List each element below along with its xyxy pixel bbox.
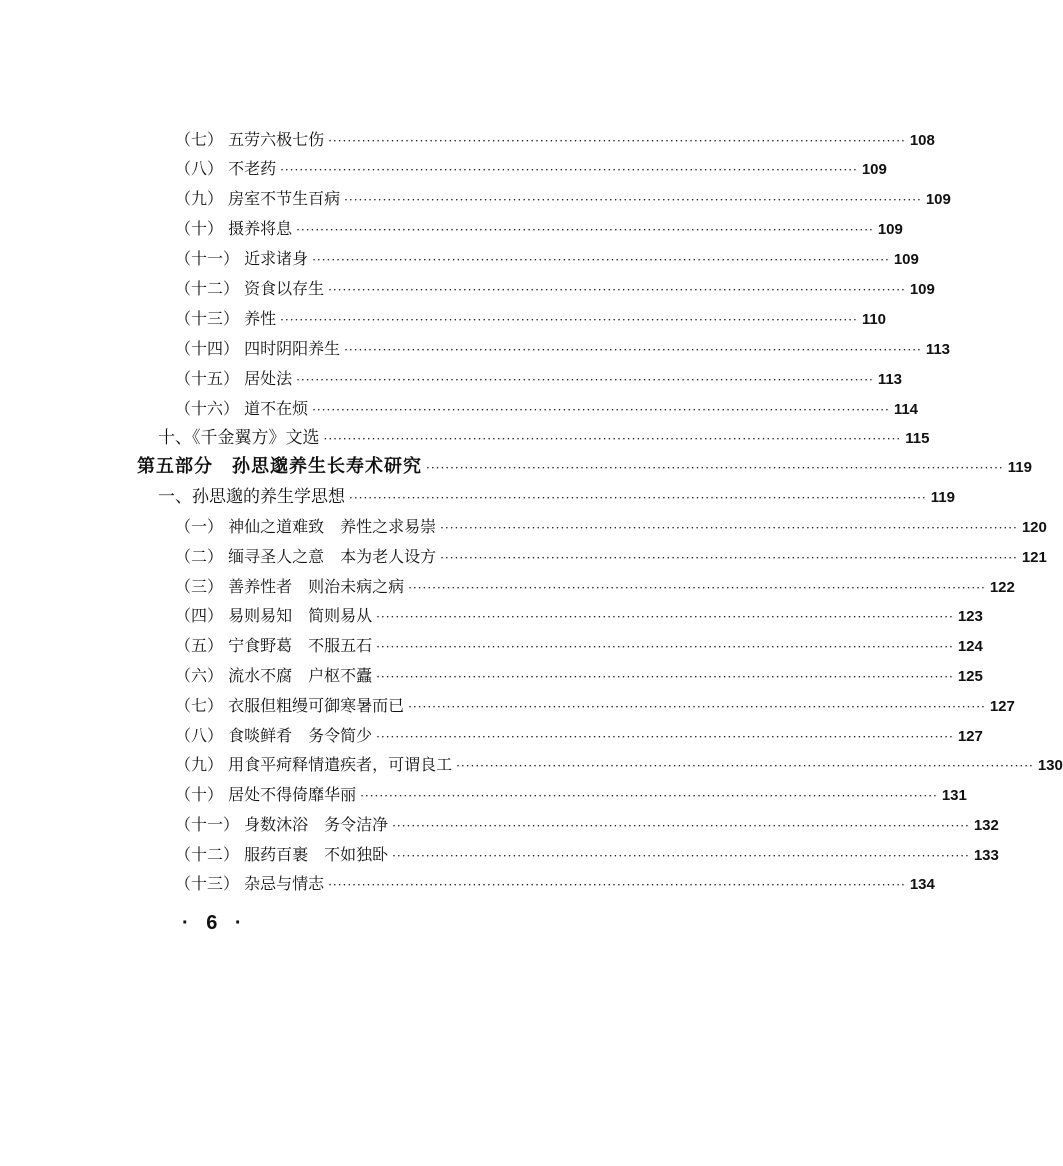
toc-entry-page: 133	[973, 847, 999, 864]
toc-entry	[175, 306, 887, 332]
toc-entry-page: 127	[957, 728, 983, 745]
toc-entry	[175, 693, 1015, 719]
toc-entry	[175, 871, 935, 897]
toc-entry	[175, 276, 935, 302]
dot-leader: ························································································································	[456, 759, 1034, 773]
toc-entry-title: （三） 善养性者 则治未病之病	[175, 577, 405, 596]
dot-leader: ························································································································	[328, 134, 906, 148]
toc-entry-page: 119	[1007, 459, 1032, 476]
toc-entry-page: 131	[941, 787, 967, 804]
toc-entry-page: 115	[905, 430, 930, 447]
toc-entry	[175, 842, 999, 868]
toc-entry-title: （一） 神仙之道难致 养性之求易崇	[175, 517, 437, 536]
dot-leader: ························································································································	[376, 670, 954, 684]
toc-entry-title: 第五部分 孙思邈养生长寿术研究	[137, 456, 422, 477]
dot-leader: ························································································································	[296, 373, 874, 387]
dot-leader: ························································································································	[312, 253, 890, 267]
toc-entry-page: 130	[1037, 757, 1063, 774]
toc-entry-page: 127	[989, 698, 1015, 715]
toc-entry-title: （十二） 资食以存生	[175, 279, 325, 298]
toc-entry-page: 121	[1021, 549, 1047, 566]
toc-entry	[175, 246, 919, 272]
toc-entry-title: （十三） 杂忌与情志	[175, 874, 325, 893]
toc-entry	[175, 574, 1015, 600]
toc-entry-title: （九） 房室不节生百病	[175, 189, 341, 208]
toc-entry-title: （十一） 近求诸身	[175, 249, 309, 268]
toc-entry-page: 114	[893, 401, 919, 418]
toc-entry-title: （十一） 身数沐浴 务令洁净	[175, 815, 389, 834]
dot-leader: ························································································································	[426, 461, 1004, 475]
toc-entry-title: 一、孙思邈的养生学思想	[158, 487, 345, 507]
dot-leader: ························································································································	[280, 163, 858, 177]
dot-leader: ························································································································	[344, 343, 922, 357]
toc-entry-page: 109	[925, 191, 951, 208]
toc-entry-title: （十五） 居处法	[175, 369, 293, 388]
toc-entry	[175, 186, 951, 212]
dot-leader: ························································································································	[376, 610, 954, 624]
toc-entry-title: （十） 摄养将息	[175, 219, 293, 238]
toc-entry-page: 110	[861, 311, 887, 328]
toc-entry-page: 123	[957, 608, 983, 625]
dot-leader: ························································································································	[296, 223, 874, 237]
toc-entry	[175, 752, 1063, 778]
toc-entry	[175, 127, 935, 153]
toc-entry-page: 108	[909, 132, 935, 149]
dot-leader: ························································································································	[312, 403, 890, 417]
dot-leader: ························································································································	[344, 193, 922, 207]
toc-entry-page: 109	[893, 251, 919, 268]
toc-entry-page: 120	[1021, 519, 1047, 536]
toc-entry	[175, 603, 983, 629]
toc-entry-title: （七） 衣服但粗缦可御寒暑而已	[175, 696, 405, 715]
toc-entry-title: （八） 食啖鲜肴 务令简少	[175, 726, 373, 745]
dot-leader: ························································································································	[376, 640, 954, 654]
page-number: · 6 ·	[182, 912, 248, 934]
toc-entry-title: （六） 流水不腐 户枢不蠹	[175, 666, 373, 685]
toc-entry	[175, 156, 887, 182]
dot-leader: ························································································································	[376, 730, 954, 744]
toc-entry-title: （七） 五劳六极七伤	[175, 130, 325, 149]
toc-entry	[158, 425, 930, 451]
toc-entry	[175, 336, 951, 362]
toc-entry	[175, 723, 983, 749]
toc-entry	[175, 782, 967, 808]
dot-leader: ························································································································	[408, 581, 986, 595]
dot-leader: ························································································································	[360, 789, 938, 803]
toc-entry	[175, 396, 919, 422]
toc-entry-title: （五） 宁食野葛 不服五石	[175, 636, 373, 655]
toc-entry	[175, 366, 903, 392]
toc-entry	[175, 633, 983, 659]
toc-entry-page: 134	[909, 876, 935, 893]
toc-entry-page: 113	[877, 371, 903, 388]
toc-entry-title: （八） 不老药	[175, 159, 277, 178]
toc-entry-page: 125	[957, 668, 983, 685]
dot-leader: ························································································································	[280, 313, 858, 327]
dot-leader: ························································································································	[323, 432, 902, 446]
toc-entry	[175, 514, 1047, 540]
toc-entry-page: 113	[925, 341, 951, 358]
toc-entry-title: （二） 缅寻圣人之意 本为老人设方	[175, 547, 437, 566]
toc-entry	[175, 812, 999, 838]
dot-leader: ························································································································	[349, 491, 927, 505]
toc-entry-title: （十六） 道不在烦	[175, 399, 309, 418]
toc-entry-title: （十二） 服药百裹 不如独卧	[175, 845, 389, 864]
dot-leader: ························································································································	[408, 700, 986, 714]
toc-entry-page: 124	[957, 638, 983, 655]
toc-entry-page: 119	[930, 489, 955, 506]
toc-entry	[175, 544, 1047, 570]
toc-entry-title: （十） 居处不得倚靡华丽	[175, 785, 357, 804]
toc-entry-page: 132	[973, 817, 999, 834]
toc-entry-page: 109	[909, 281, 935, 298]
dot-leader: ························································································································	[440, 551, 1018, 565]
toc-entry-title: （十三） 养性	[175, 309, 277, 328]
dot-leader: ························································································································	[328, 283, 906, 297]
dot-leader: ························································································································	[328, 878, 906, 892]
dot-leader: ························································································································	[392, 849, 970, 863]
toc-entry-title: 十、《千金翼方》文选	[158, 428, 320, 448]
toc-entry	[137, 454, 1032, 480]
toc-entry	[175, 663, 983, 689]
toc-entry-page: 109	[861, 161, 887, 178]
toc-entry	[175, 216, 903, 242]
toc-entry	[158, 484, 955, 510]
toc-entry-title: （四） 易则易知 简则易从	[175, 606, 373, 625]
toc-entry-page: 109	[877, 221, 903, 238]
dot-leader: ························································································································	[440, 521, 1018, 535]
toc-entry-page: 122	[989, 579, 1015, 596]
toc-entry-title: （十四） 四时阴阳养生	[175, 339, 341, 358]
dot-leader: ························································································································	[392, 819, 970, 833]
toc-entry-title: （九） 用食平疴释情遣疾者，可谓良工	[175, 755, 453, 774]
